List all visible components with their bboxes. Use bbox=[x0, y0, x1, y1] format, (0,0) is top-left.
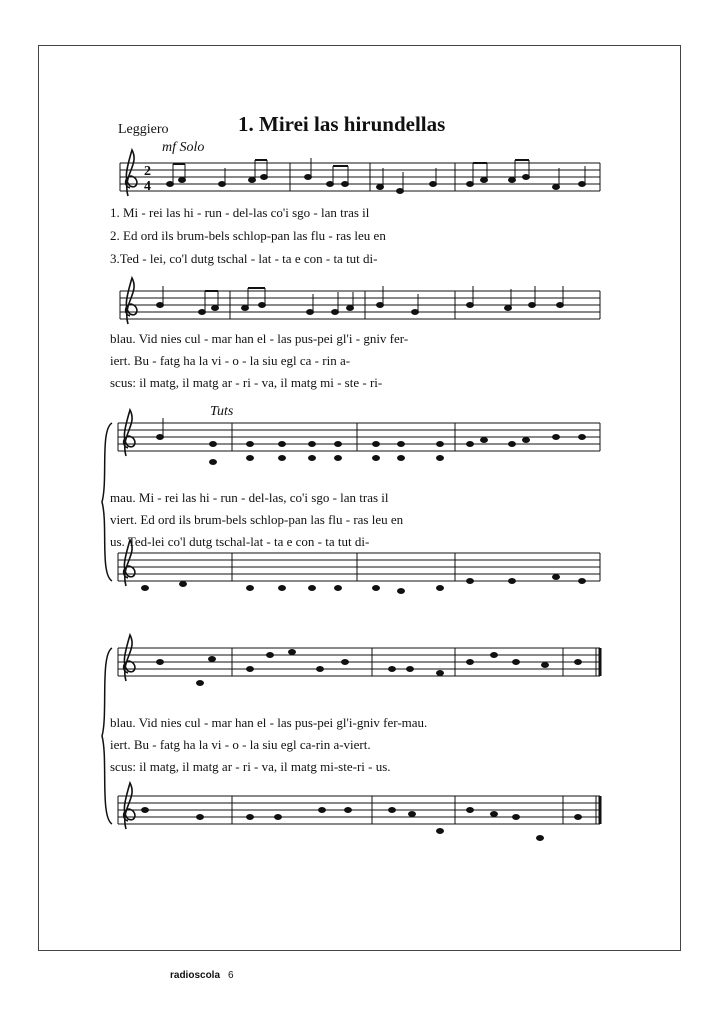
lyric-s3-verse-1: mau. Mi - rei las hi - run - del-las, co'i sgo - lan tras il bbox=[110, 490, 389, 505]
staff-system-3-lower bbox=[118, 553, 600, 581]
time-sig-top: 2 bbox=[144, 164, 151, 179]
lyric-s1-verse-1: 1. Mi - rei las hi - run - del-las co'i sgo - lan tras il bbox=[110, 205, 370, 220]
lyric-s4-verse-2: iert. Bu - fatg ha la vi - o - la siu egl ca-rin a-viert. bbox=[110, 737, 371, 752]
staff-system-4-lower bbox=[118, 796, 600, 824]
lyric-s4-verse-1: blau. Vid nies cul - mar han el - las pus-pei gl'i-gniv fer-mau. bbox=[110, 715, 428, 730]
song-title: 1. Mirei las hirundellas bbox=[238, 112, 446, 136]
lyric-s2-verse-3: scus: il matg, il matg ar - ri - va, il matg mi - ste - ri- bbox=[110, 375, 383, 390]
page-number: 6 bbox=[228, 970, 234, 981]
tutti-marking: Tuts bbox=[210, 404, 234, 419]
time-sig-bottom: 4 bbox=[144, 179, 151, 194]
lyric-s3-verse-3: us. Ted-lei co'l dutg tschal-lat - ta e con - ta tut di- bbox=[110, 534, 370, 549]
notes-system-2 bbox=[157, 286, 564, 315]
lyric-s1-verse-2: 2. Ed ord ils brum-bels schlop-pan las flu - ras leu en bbox=[110, 228, 386, 243]
staff-system-4-upper bbox=[118, 648, 600, 676]
lyric-s2-verse-1: blau. Vid nies cul - mar han el - las pus-pei gl'i - gniv fer- bbox=[110, 331, 409, 346]
lyric-s1-verse-3: 3.Ted - lei, co'l dutg tschal - lat - ta e con - ta tut di- bbox=[110, 251, 378, 266]
lyric-s4-verse-3: scus: il matg, il matg ar - ri - va, il matg mi-ste-ri - us. bbox=[110, 759, 391, 774]
dynamic-solo-marking: mf Solo bbox=[162, 140, 205, 155]
lyric-s2-verse-2: iert. Bu - fatg ha la vi - o - la siu egl ca - rin a- bbox=[110, 353, 351, 368]
staff-system-3-upper bbox=[118, 423, 600, 451]
tempo-marking: Leggiero bbox=[118, 122, 169, 137]
brace-system-4 bbox=[102, 648, 112, 824]
lyric-s3-verse-2: viert. Ed ord ils brum-bels schlop-pan las flu - ras leu en bbox=[110, 512, 404, 527]
page-footer bbox=[170, 970, 234, 981]
publisher-name: radioscola bbox=[170, 970, 221, 981]
